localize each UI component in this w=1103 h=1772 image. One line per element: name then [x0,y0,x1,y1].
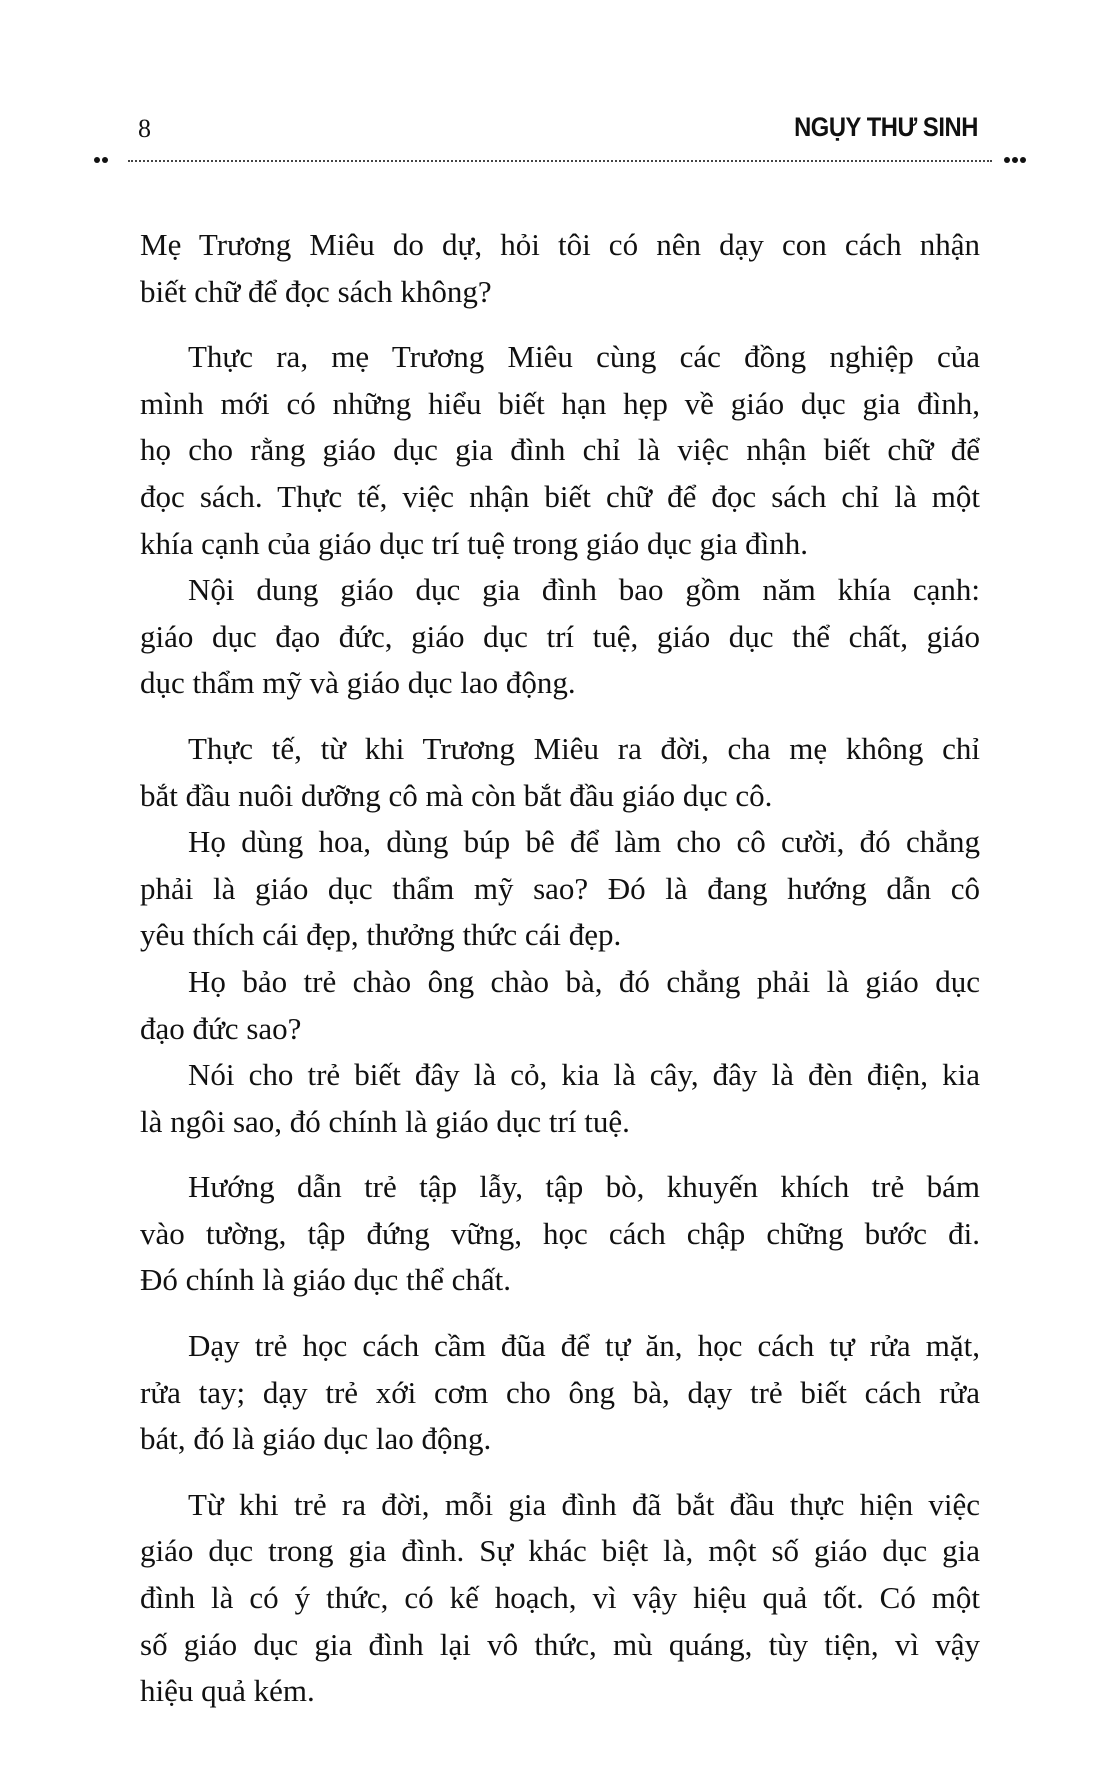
text-line: họ cho rằng giáo dục gia đình chỉ là việc nhận biết chữ để [140,432,980,468]
paragraph [140,1323,980,1463]
page-number: 8 [138,114,151,143]
text-line: Dạy trẻ học cách cầm đũa để tự ăn, học cách tự rửa mặt, [188,1328,980,1364]
text-line: Nói cho trẻ biết đây là cỏ, kia là cây, đây là đèn điện, kia [188,1057,980,1093]
divider-dots-left [94,157,108,163]
text-line: Họ bảo trẻ chào ông chào bà, đó chẳng phải là giáo dục [188,963,980,999]
paragraph [140,1482,980,1715]
text-line: số giáo dục gia đình lại vô thức, mù quáng, tùy tiện, vì vậy [140,1626,980,1662]
text-line: Từ khi trẻ ra đời, mỗi gia đình đã bắt đầu thực hiện việc [188,1486,980,1522]
text-line: đọc sách. Thực tế, việc nhận biết chữ để đọc sách chỉ là một [140,478,980,514]
text-line: Mẹ Trương Miêu do dự, hỏi tôi có nên dạy con cách nhận [140,227,980,262]
text-line: giáo dục trong gia đình. Sự khác biệt là, một số giáo dục gia [140,1533,980,1569]
body-text [140,222,980,1715]
text-line: dục thẩm mỹ và giáo dục lao động. [140,665,576,701]
paragraph [140,819,980,959]
text-line: giáo dục đạo đức, giáo dục trí tuệ, giáo dục thể chất, giáo [140,618,980,654]
paragraph [140,222,980,315]
dotted-line [128,160,992,162]
paragraph [140,726,980,819]
paragraph [140,959,980,1052]
text-line: Đó chính là giáo dục thể chất. [140,1262,512,1298]
running-title: NGỤY THƯ SINH [794,112,978,142]
text-line: rửa tay; dạy trẻ xới cơm cho ông bà, dạy trẻ biết cách rửa [140,1374,980,1410]
text-line: yêu thích cái đẹp, thưởng thức cái đẹp. [140,917,622,953]
paragraph [140,334,980,567]
paragraph [140,1052,980,1145]
text-line: bắt đầu nuôi dưỡng cô mà còn bắt đầu giáo dục cô. [140,777,773,813]
text-line: phải là giáo dục thẩm mỹ sao? Đó là đang hướng dẫn cô [140,870,980,906]
text-line: Họ dùng hoa, dùng búp bê để làm cho cô cười, đó chẳng [188,824,980,860]
text-line: biết chữ để đọc sách không? [140,273,492,309]
paragraph [140,1164,980,1304]
text-line: vào tường, tập đứng vững, học cách chập chững bước đi. [140,1215,980,1251]
text-line: Nội dung giáo dục gia đình bao gồm năm khía cạnh: [188,572,980,608]
paragraph [140,567,980,707]
text-line: hiệu quả kém. [140,1673,315,1709]
divider-dots-right [1004,157,1026,163]
text-line: Hướng dẫn trẻ tập lẫy, tập bò, khuyến khích trẻ bám [188,1169,980,1205]
text-line: mình mới có những hiểu biết hạn hẹp về giáo dục gia đình, [140,385,980,421]
header-divider [94,155,1026,167]
text-line: Thực tế, từ khi Trương Miêu ra đời, cha mẹ không chỉ [188,730,980,766]
text-line: là ngôi sao, đó chính là giáo dục trí tuệ. [140,1103,630,1139]
text-line: khía cạnh của giáo dục trí tuệ trong giáo dục gia đình. [140,525,809,561]
text-line: đạo đức sao? [140,1010,302,1046]
text-line: bát, đó là giáo dục lao động. [140,1421,492,1457]
text-line: Thực ra, mẹ Trương Miêu cùng các đồng nghiệp của [188,339,980,375]
text-line: đình là có ý thức, có kế hoạch, vì vậy hiệu quả tốt. Có một [140,1580,980,1616]
